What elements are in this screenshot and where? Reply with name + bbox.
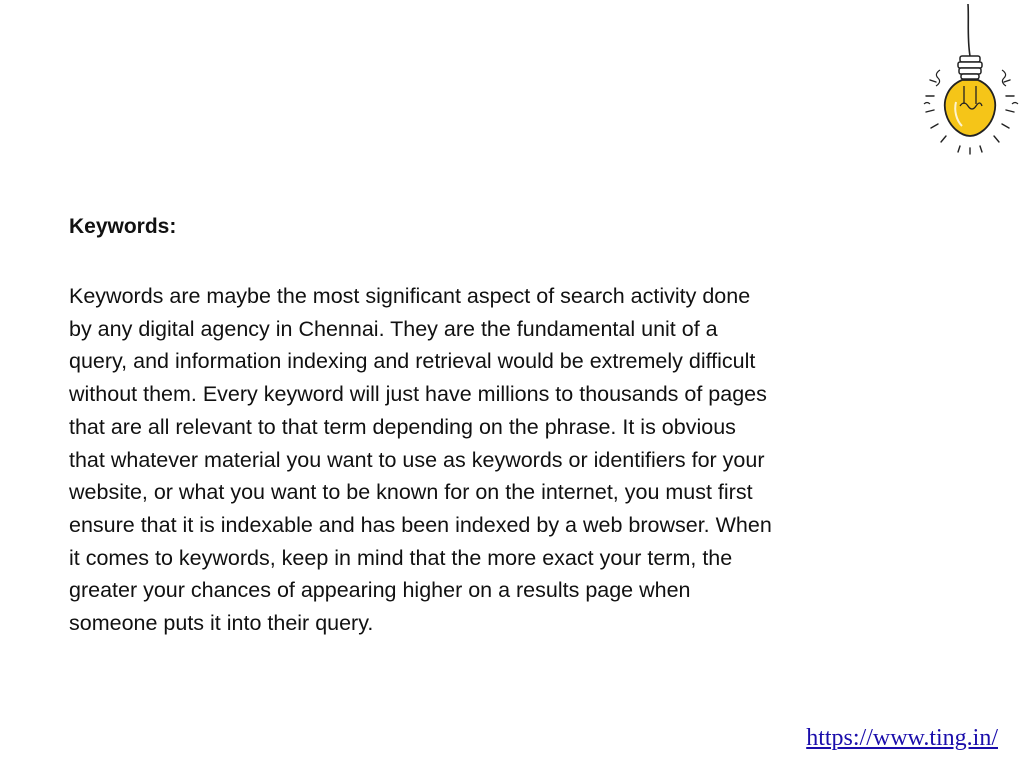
lightbulb-icon (918, 0, 1024, 160)
body-line: without them. Every keyword will just have millions to thousands of pages (69, 382, 767, 407)
body-line: query, and information indexing and retrieval would be extremely difficult (69, 349, 756, 374)
section-heading: Keywords: (69, 215, 177, 238)
body-line: greater your chances of appearing higher on a results page when (69, 578, 691, 603)
body-line: someone puts it into their query. (69, 611, 374, 636)
body-line: that are all relevant to that term depending on the phrase. It is obvious (69, 414, 736, 439)
body-line: ensure that it is indexable and has been indexed by a web browser. When (69, 512, 772, 537)
body-line: it comes to keywords, keep in mind that the more exact your term, the (69, 545, 733, 570)
footer-website-link[interactable]: https://www.ting.in/ (806, 725, 998, 751)
body-paragraph (69, 280, 919, 640)
body-line: website, or what you want to be known for on the internet, you must first (69, 480, 753, 505)
body-line: by any digital agency in Chennai. They are the fundamental unit of a (69, 316, 718, 341)
body-line: that whatever material you want to use as keywords or identifiers for your (69, 447, 765, 472)
body-line: Keywords are maybe the most significant aspect of search activity done (69, 284, 751, 308)
